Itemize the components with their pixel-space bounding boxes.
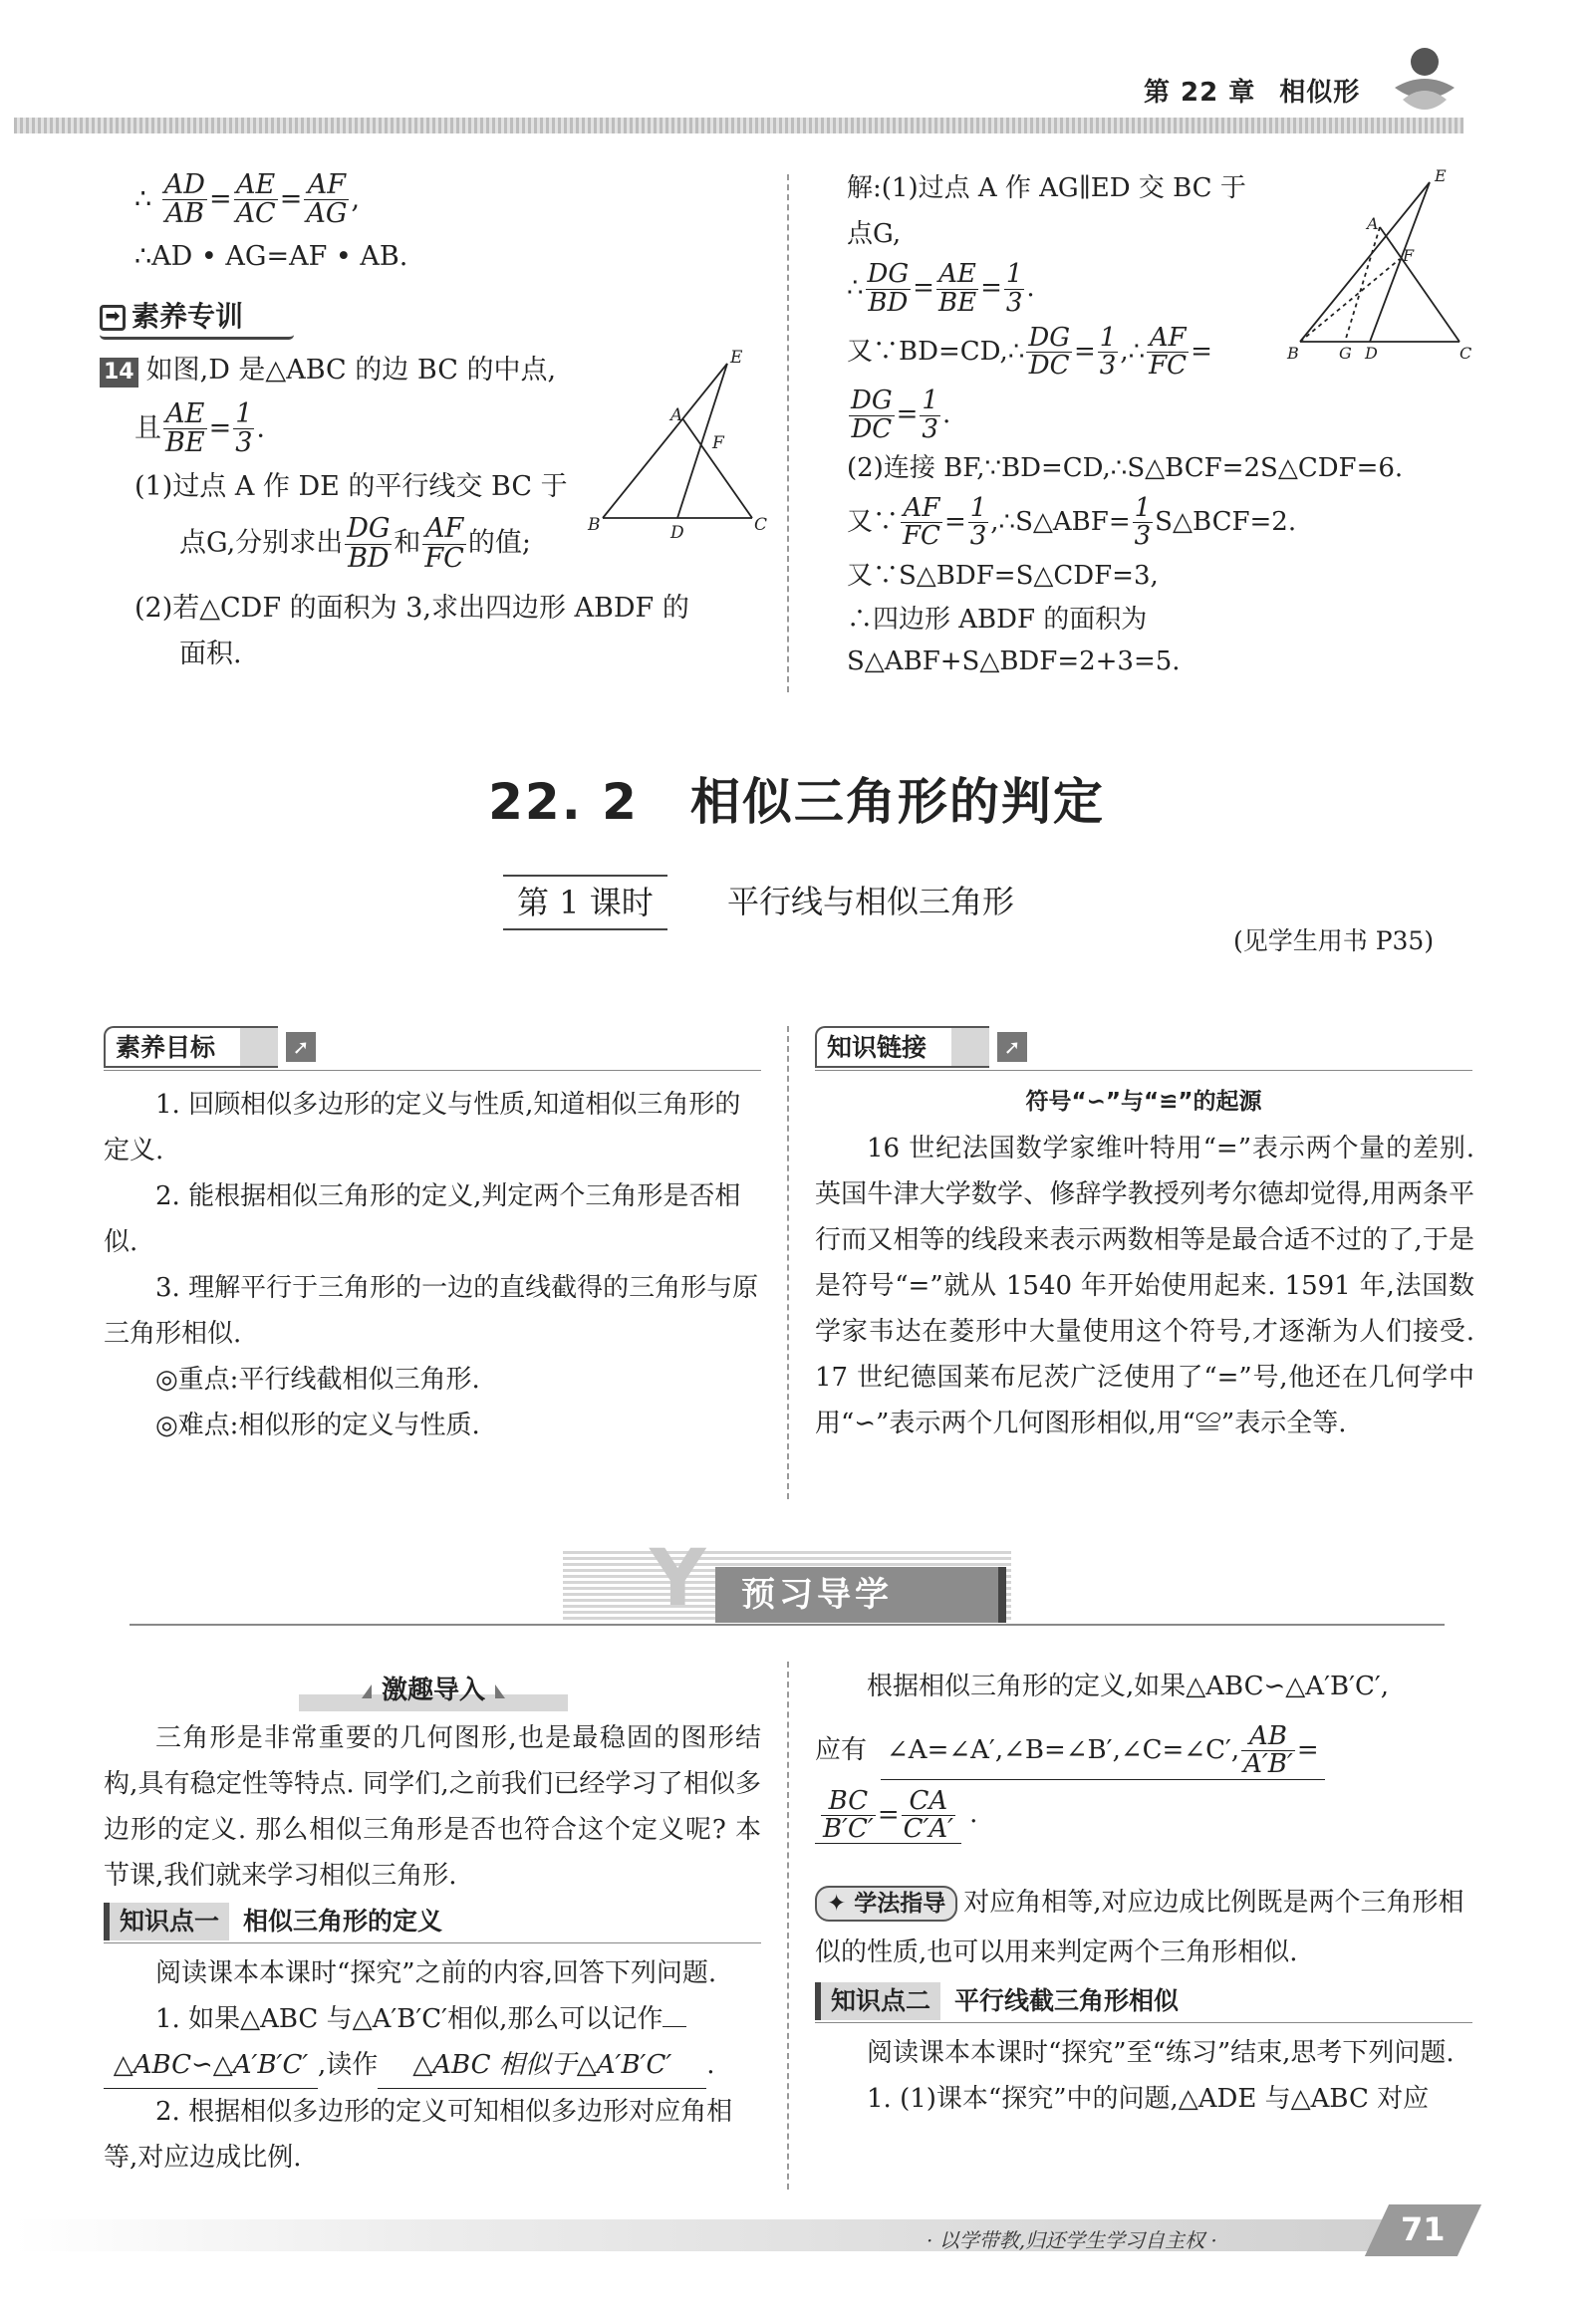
fig-label: A <box>1367 214 1379 233</box>
triangle-figure <box>583 349 772 538</box>
fraction: $\frac{AE}{BE}$ <box>165 397 205 459</box>
link-title: 符号“∽”与“≌”的起源 <box>1025 1089 1262 1115</box>
fraction: $\frac{AF}{FC}$ <box>424 513 464 574</box>
fraction: $\frac{AF}{AG}$ <box>306 169 348 230</box>
solution-line: (2)连接 BF,∵BD=CD,∴S△BCF=2S△CDF=6. <box>847 453 1404 483</box>
chapter-title: 相似形 <box>1279 78 1361 108</box>
link-text: 16 世纪法国数学家维叶特用“=”表示两个量的差别. 英国牛津大学数学、修辞学教授列考尔德却觉得,用两条平行而又相等的线段来表示两数相等是最合适不过的了,于是是符号“=”就从 1540 年开始使用起来. 1591 年,法国数学家韦达在菱形中大量使用这个符号,才逐渐为人们接受. 17 世纪德国莱布尼茨广泛使用了“=”号,他还在几何学中用“∽”表示两个几何图形相似,用“≌”表示全等. <box>815 1134 1474 1438</box>
fig-label: C <box>1460 344 1472 363</box>
column-divider <box>787 1662 789 2190</box>
kp2-content: 阅读课本本课时“探究”至“练习”结束,思考下列问题. 1. (1)课本“探究”中的问题,△ADE 与△ABC 对应 <box>867 2038 1455 2114</box>
header-bar <box>14 118 1463 133</box>
link-label: 知识链接 <box>815 1026 989 1068</box>
question-part1b: 点G,分别求出 $\frac{DG}{BD}$ 和 $\frac{AF}{FC}$ 的值; <box>179 513 531 574</box>
page-number: 71 <box>1365 2204 1481 2256</box>
fraction: $\frac{AF}{FC}$ <box>1149 322 1188 382</box>
gear-icon: ✦ <box>827 1891 847 1917</box>
kp1-answer-reading: △ABC 相似于△A′B′C′ <box>378 2042 706 2089</box>
preview-banner: 预习导学 <box>715 1567 1006 1623</box>
fraction: $\frac{DG}{BD}$ <box>867 259 910 318</box>
goals-rule <box>104 1070 761 1071</box>
fraction: $\frac{1}{3}$ <box>1134 493 1152 552</box>
goal-item: 2. 能根据相似三角形的定义,判定两个三角形是否相似. <box>104 1181 741 1257</box>
fig-label: B <box>1287 344 1299 363</box>
lesson-title: 平行线与相似三角形 <box>727 883 1015 920</box>
fraction: $\frac{1}{3}$ <box>922 386 938 444</box>
fraction: $\frac{DG}{BD}$ <box>347 513 391 574</box>
book-reference: (见学生用书 P35) <box>1233 926 1435 955</box>
goal-item: 3. 理解平行于三角形的一边的直线截得的三角形与原三角形相似. <box>104 1273 759 1349</box>
kp2-heading <box>815 1982 1179 2020</box>
prev-solution <box>134 171 407 278</box>
banner-rule <box>130 1624 1445 1626</box>
kp1-title: 相似三角形的定义 <box>243 1907 443 1936</box>
fig-label: D <box>1365 344 1378 363</box>
kp1-answer-notation: △ABC∽△A′B′C′ <box>104 2042 318 2089</box>
intro-text: 三角形是非常重要的几何图形,也是最稳固的图形结构,具有稳定性等特点. 同学们,之前我们已经学习了相似多边形的定义. 那么相似三角形是否也符合这个定义呢? 本节课,我们就来学习相似三角形. <box>104 1723 761 1891</box>
question-part2a: (2)若△CDF 的面积为 3,求出四边形 ABDF 的 <box>134 592 689 624</box>
goals-content <box>104 1082 761 1448</box>
solution-line: 又∵S△BDF=S△CDF=3, <box>847 560 1159 591</box>
prev-ratio-line: ∴ $\frac{AD}{AB}$ = $\frac{AE}{AC}$ = $\frac{AF}{AG}$ , <box>134 169 361 230</box>
kp1-content: 阅读课本本课时“探究”之前的内容,回答下列问题. 1. 如果△ABC 与△A′B′C′相似,那么可以记作 △ABC∽△A′B′C′ ,读作 △ABC 相似于△A′B′C′ . 2. 根据相似多边形的定义可知相似多边形对应角相等,对应边成比例. <box>104 1950 761 2181</box>
column-divider <box>787 1026 789 1499</box>
intro-title: 激趣导入 <box>299 1670 568 1711</box>
arrow-icon: ➚ <box>286 1032 316 1062</box>
fraction: $\frac{AB}{A'B'}$ <box>1243 1721 1293 1780</box>
chapter-header <box>1144 72 1360 114</box>
solution-line: 解:(1)过点 A 作 AG∥ED 交 BC 于 <box>847 173 1246 203</box>
solution-line: ∴ $\frac{DG}{BD}$ = $\frac{AE}{BE}$ = $\frac{1}{3}$ . <box>847 259 1035 318</box>
method-guide <box>815 1878 1474 1977</box>
question-part1a: (1)过点 A 作 DE 的平行线交 BC 于 <box>134 471 568 503</box>
right-definition <box>815 1664 1474 1844</box>
fraction: $\frac{BC}{B'C'}$ <box>823 1785 874 1844</box>
kp1-heading <box>104 1903 442 1940</box>
question-number: 14 <box>100 358 138 387</box>
fraction: $\frac{DG}{DC}$ <box>851 386 893 444</box>
kp1-rule <box>104 1942 761 1943</box>
fraction: $\frac{AD}{AB}$ <box>163 169 205 230</box>
footer-slogan: · 以学带教,归还学生学习自主权 · <box>927 2228 1217 2252</box>
fraction: $\frac{1}{3}$ <box>1099 322 1117 382</box>
kp2-title: 平行线截三角形相似 <box>954 1986 1180 2015</box>
fraction: $\frac{1}{3}$ <box>969 493 987 552</box>
fraction: $\frac{AE}{AC}$ <box>235 169 276 230</box>
chapter-number: 第 22 章 <box>1144 78 1256 108</box>
training-underline <box>100 335 294 340</box>
training-heading: ➡ 素养专训 <box>100 294 243 339</box>
fig-label: A <box>670 405 683 425</box>
section-title: 22. 2 相似三角形的判定 <box>488 773 1105 831</box>
method-label: ✦ 学法指导 <box>815 1886 957 1922</box>
fig-label: F <box>1403 246 1415 265</box>
fig-label: D <box>670 523 684 538</box>
ratio-answer: $\frac{BC}{B'C'}$ = $\frac{CA}{C'A'}$ <box>815 1788 961 1845</box>
definition-answer: 应有 ∠A=∠A′,∠B=∠B′,∠C=∠C′, $\frac{AB}{A'B'}$ = <box>815 1723 1474 1780</box>
banner-letter: Y <box>650 1534 706 1624</box>
goals-label: 素养目标 <box>104 1026 278 1068</box>
link-rule <box>815 1070 1472 1071</box>
question-part2b: 面积. <box>179 638 242 669</box>
fraction: $\frac{1}{3}$ <box>1005 259 1023 318</box>
goal-key: ◎重点:平行线截相似三角形. <box>155 1365 480 1395</box>
method-text: 对应角相等,对应边成比例既是两个三角形相似的性质,也可以用来判定两个三角形相似. <box>815 1888 1464 1967</box>
fig-label: E <box>730 349 743 368</box>
footer-bar <box>14 2219 1449 2251</box>
solution-line: 点G, <box>847 219 902 250</box>
mascot-logo-icon <box>1385 40 1464 120</box>
fig-label: C <box>754 515 768 535</box>
kp2-tag: 知识点二 <box>815 1982 940 2020</box>
solution-line: 又∵ $\frac{AF}{FC}$ = $\frac{1}{3}$ ,∴S△ABF= $\frac{1}{3}$ S△BCF=2. <box>847 493 1297 552</box>
solution-triangle-figure <box>1285 167 1474 367</box>
column-divider <box>787 174 789 692</box>
fig-label: F <box>712 433 724 453</box>
solution-line: ∴四边形 ABDF 的面积为 S△ABF+S△BDF=2+3=5. <box>847 604 1181 676</box>
fig-label: G <box>1339 344 1352 363</box>
fraction: $\frac{CA}{C'A'}$ <box>903 1785 954 1844</box>
lesson-number: 第 1 课时 <box>503 875 667 930</box>
solution-line: $\frac{DG}{DC}$ = $\frac{1}{3}$ . <box>851 386 951 444</box>
kp1-q2: 2. 根据相似多边形的定义可知相似多边形对应角相等,对应边成比例. <box>104 2097 733 2173</box>
prev-conclusion: ∴AD • AG=AF • AB. <box>134 240 408 272</box>
fig-label: E <box>1435 167 1447 185</box>
definition-answer-cont: $\frac{BC}{B'C'}$ = $\frac{CA}{C'A'}$ . <box>815 1788 1474 1845</box>
goal-item: 1. 回顾相似多边形的定义与性质,知道相似三角形的定义. <box>104 1090 741 1165</box>
goal-difficulty: ◎难点:相似形的定义与性质. <box>155 1411 480 1440</box>
kp1-q1: 1. 如果△ABC 与△A′B′C′相似,那么可以记作 <box>104 1996 761 2042</box>
kp2-rule <box>815 2022 1472 2023</box>
question-condition: 且 $\frac{AE}{BE}$ = $\frac{1}{3}$ . <box>134 397 265 459</box>
fraction: $\frac{1}{3}$ <box>235 397 253 459</box>
fraction: $\frac{DG}{DC}$ <box>1028 322 1070 382</box>
fig-label: B <box>588 515 601 535</box>
angle-answer: ∠A=∠A′,∠B=∠B′,∠C=∠C′, $\frac{AB}{A'B'}$ = <box>881 1723 1325 1780</box>
kp1-tag: 知识点一 <box>104 1903 229 1940</box>
arrow-icon: ➚ <box>997 1032 1027 1062</box>
fraction: $\frac{AF}{FC}$ <box>903 493 940 552</box>
solution-line: 又∵BD=CD,∴ $\frac{DG}{DC}$ = $\frac{1}{3}$ ,∴ $\frac{AF}{FC}$ = <box>847 322 1212 382</box>
kp1-q1-answer: △ABC∽△A′B′C′ ,读作 △ABC 相似于△A′B′C′ . <box>104 2042 761 2089</box>
fraction: $\frac{AE}{BE}$ <box>937 259 977 318</box>
definition-line: 根据相似三角形的定义,如果△ABC∽△A′B′C′, <box>867 1672 1390 1701</box>
question-intro: 如图,D 是△ABC 的边 BC 的中点, <box>145 355 557 386</box>
